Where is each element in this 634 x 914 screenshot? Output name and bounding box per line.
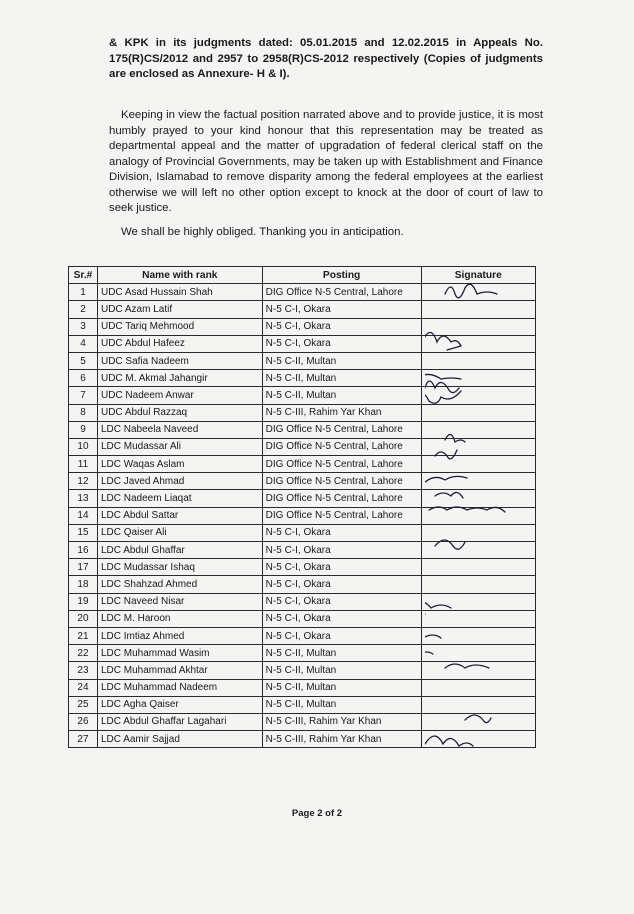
row-name: LDC Imtiaz Ahmed [97,627,262,644]
row-signature [421,404,535,421]
table-row [69,490,536,507]
row-name: LDC Mudassar Ishaq [97,559,262,576]
row-posting: DIG Office N-5 Central, Lahore [262,490,421,507]
row-sr: 10 [69,438,98,455]
row-signature [421,301,535,318]
paragraph-judgments: & KPK in its judgments dated: 05.01.2015 and 12.02.2015 in Appeals No. 175(R)CS/2012 and 2957 to 2958(R)CS-2012 respectively (Copies of judgments are enclosed as Annexure- H & I). [109,37,543,80]
row-name: LDC Abdul Ghaffar Lagahari [97,713,262,730]
row-signature [421,610,535,627]
row-signature [421,662,535,679]
row-sr: 5 [69,352,98,369]
row-posting: N-5 C-I, Okara [262,318,421,335]
row-signature [421,542,535,559]
row-signature [421,335,535,352]
table-row [69,318,536,335]
header-signature: Signature [421,267,535,284]
row-sr: 6 [69,370,98,387]
row-posting: N-5 C-I, Okara [262,524,421,541]
row-sr: 25 [69,696,98,713]
paragraph-request: Keeping in view the factual position narrated above and to provide justice, it is most humbly prayed to your kind honour that this representation may be treated as departmental appeal and the matter of upgradation of federal clerical staff on the analogy of Provincial Governments, may be taken up with Establishment and Finance Division, Islamabad to remove disparity among the federal employees at the earliest otherwise we will left no other option except to knock at the door of court of law to seek justice. [109,109,543,214]
row-sr: 24 [69,679,98,696]
row-posting: DIG Office N-5 Central, Lahore [262,456,421,473]
row-name: LDC Nadeem Liaqat [97,490,262,507]
row-posting: N-5 C-II, Multan [262,352,421,369]
table-row [69,696,536,713]
row-name: LDC Abdul Sattar [97,507,262,524]
row-sr: 4 [69,335,98,352]
row-sr: 18 [69,576,98,593]
table-row [69,421,536,438]
row-posting: N-5 C-III, Rahim Yar Khan [262,713,421,730]
row-posting: N-5 C-II, Multan [262,370,421,387]
row-name: LDC Mudassar Ali [97,438,262,455]
row-signature [421,438,535,455]
row-sr: 19 [69,593,98,610]
row-sr: 1 [69,284,98,301]
table-header-row [69,267,536,284]
row-posting: DIG Office N-5 Central, Lahore [262,438,421,455]
row-signature [421,576,535,593]
row-sr: 23 [69,662,98,679]
header-sr: Sr.# [69,267,98,284]
row-signature [421,284,535,301]
row-sr: 11 [69,456,98,473]
row-posting: N-5 C-II, Multan [262,679,421,696]
row-name: LDC Agha Qaiser [97,696,262,713]
row-posting: N-5 C-I, Okara [262,610,421,627]
signatories-table [68,266,536,748]
row-signature [421,679,535,696]
row-sr: 27 [69,731,98,748]
table-row [69,507,536,524]
row-posting: N-5 C-I, Okara [262,627,421,644]
row-name: UDC Azam Latif [97,301,262,318]
row-signature [421,645,535,662]
row-sr: 2 [69,301,98,318]
row-sr: 8 [69,404,98,421]
row-signature [421,490,535,507]
row-signature [421,456,535,473]
table-row [69,731,536,748]
table-row [69,559,536,576]
row-posting: N-5 C-III, Rahim Yar Khan [262,404,421,421]
row-sr: 3 [69,318,98,335]
row-posting: N-5 C-II, Multan [262,662,421,679]
row-sr: 7 [69,387,98,404]
row-name: LDC Nabeela Naveed [97,421,262,438]
row-posting: DIG Office N-5 Central, Lahore [262,421,421,438]
table-row [69,713,536,730]
row-posting: DIG Office N-5 Central, Lahore [262,473,421,490]
page-number: Page 2 of 2 [291,808,343,819]
row-signature [421,352,535,369]
row-signature [421,318,535,335]
table-row [69,524,536,541]
table-row [69,576,536,593]
table-row [69,627,536,644]
row-sr: 26 [69,713,98,730]
row-name: UDC Tariq Mehmood [97,318,262,335]
row-sr: 15 [69,524,98,541]
table-row [69,593,536,610]
row-name: UDC Abdul Hafeez [97,335,262,352]
row-name: LDC Abdul Ghaffar [97,542,262,559]
row-posting: DIG Office N-5 Central, Lahore [262,284,421,301]
row-posting: N-5 C-II, Multan [262,387,421,404]
row-signature [421,507,535,524]
row-posting: N-5 C-II, Multan [262,696,421,713]
row-signature [421,627,535,644]
row-name: UDC Nadeem Anwar [97,387,262,404]
row-signature [421,370,535,387]
table-row [69,284,536,301]
row-sr: 13 [69,490,98,507]
row-sr: 9 [69,421,98,438]
row-name: LDC Shahzad Ahmed [97,576,262,593]
row-sr: 20 [69,610,98,627]
row-name: LDC M. Haroon [97,610,262,627]
table-row [69,610,536,627]
row-sr: 16 [69,542,98,559]
table-row [69,370,536,387]
row-signature [421,593,535,610]
row-posting: N-5 C-I, Okara [262,301,421,318]
row-posting: N-5 C-I, Okara [262,576,421,593]
row-signature [421,421,535,438]
table-row [69,404,536,421]
row-signature [421,387,535,404]
table-row [69,352,536,369]
row-name: UDC Asad Hussain Shah [97,284,262,301]
row-sr: 21 [69,627,98,644]
table-row [69,679,536,696]
row-name: LDC Javed Ahmad [97,473,262,490]
row-signature [421,731,535,748]
row-name: LDC Waqas Aslam [97,456,262,473]
table-row [69,456,536,473]
row-posting: N-5 C-III, Rahim Yar Khan [262,731,421,748]
row-name: LDC Muhammad Wasim [97,645,262,662]
row-name: UDC Safia Nadeem [97,352,262,369]
row-signature [421,696,535,713]
row-sr: 17 [69,559,98,576]
table-row [69,438,536,455]
row-posting: N-5 C-I, Okara [262,542,421,559]
row-name: LDC Muhammad Akhtar [97,662,262,679]
table-row [69,335,536,352]
header-name: Name with rank [97,267,262,284]
table-row [69,387,536,404]
table-row [69,301,536,318]
row-name: LDC Aamir Sajjad [97,731,262,748]
table-row [69,473,536,490]
table-row [69,662,536,679]
table-row [69,542,536,559]
row-name: UDC M. Akmal Jahangir [97,370,262,387]
row-sr: 22 [69,645,98,662]
table-row [69,645,536,662]
row-signature [421,473,535,490]
row-name: UDC Abdul Razzaq [97,404,262,421]
row-posting: N-5 C-I, Okara [262,335,421,352]
row-signature [421,559,535,576]
row-posting: DIG Office N-5 Central, Lahore [262,507,421,524]
row-sr: 14 [69,507,98,524]
paragraph-closing: We shall be highly obliged. Thanking you in anticipation. [121,226,404,238]
row-posting: N-5 C-II, Multan [262,645,421,662]
row-sr: 12 [69,473,98,490]
header-posting: Posting [262,267,421,284]
row-posting: N-5 C-I, Okara [262,559,421,576]
row-posting: N-5 C-I, Okara [262,593,421,610]
row-name: LDC Qaiser Ali [97,524,262,541]
row-signature [421,524,535,541]
row-signature [421,713,535,730]
row-name: LDC Naveed Nisar [97,593,262,610]
row-name: LDC Muhammad Nadeem [97,679,262,696]
